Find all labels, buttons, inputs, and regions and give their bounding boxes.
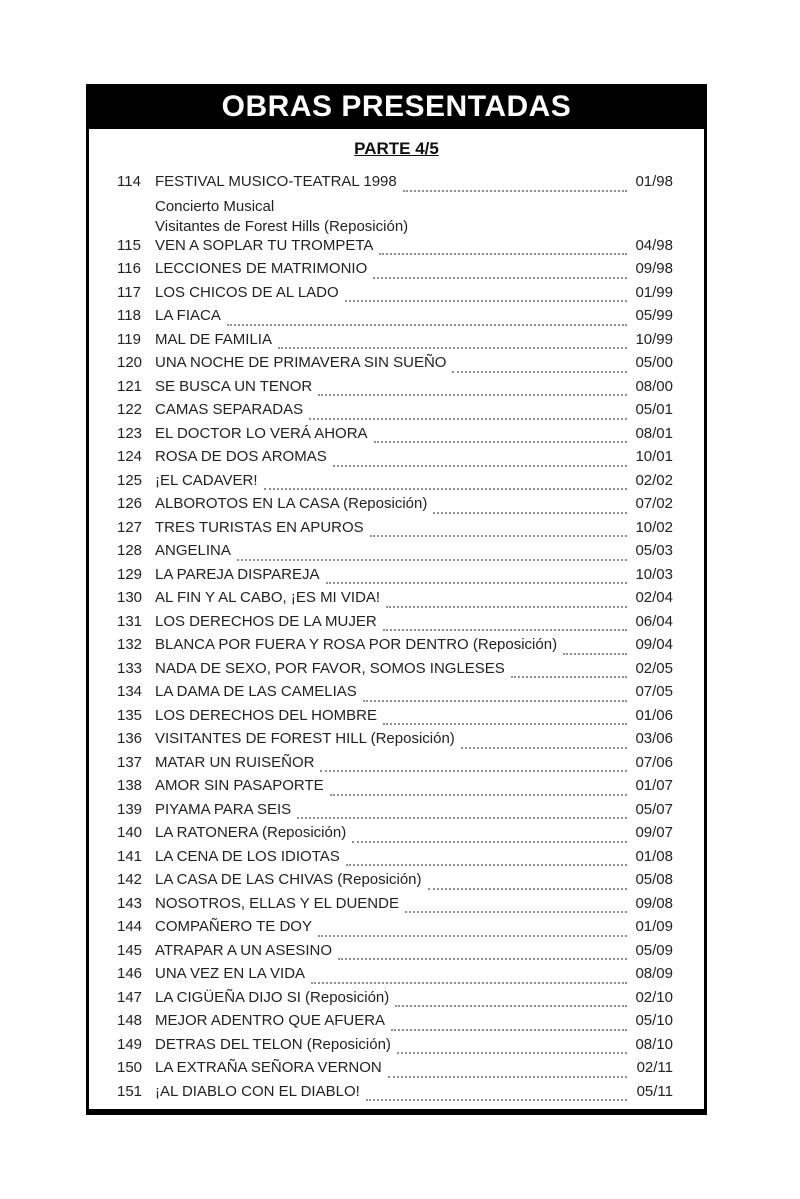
dot-leader <box>297 817 627 819</box>
list-item <box>117 801 673 825</box>
document-body <box>86 129 707 1115</box>
list-item <box>117 542 673 566</box>
item-title: LA CIGÜEÑA DIJO SI (Reposición) <box>155 988 390 1006</box>
item-title: NADA DE SEXO, POR FAVOR, SOMOS INGLESES <box>155 659 505 677</box>
dot-leader <box>318 935 627 937</box>
dot-leader <box>563 653 627 655</box>
item-date: 07/06 <box>635 753 673 771</box>
item-date: 09/07 <box>635 824 673 841</box>
item-number: 122 <box>117 401 143 418</box>
item-title: LA RATONERA (Reposición) <box>155 824 347 841</box>
list-item <box>117 848 673 872</box>
works-list <box>89 173 704 1106</box>
item-date: 01/08 <box>635 847 673 865</box>
item-date: 09/04 <box>635 636 673 653</box>
item-title: UNA NOCHE DE PRIMAVERA SIN SUEÑO <box>155 354 447 371</box>
item-title: LOS DERECHOS DE LA MUJER <box>155 612 377 630</box>
item-date: 07/05 <box>635 683 673 700</box>
item-date: 04/98 <box>635 236 673 254</box>
item-date: 05/07 <box>635 800 673 818</box>
item-number: 135 <box>117 706 143 724</box>
item-title: DETRAS DEL TELON (Reposición) <box>155 1035 391 1053</box>
list-item <box>117 707 673 731</box>
dot-leader <box>511 676 627 678</box>
item-subline: Visitantes de Forest Hills (Reposición) <box>155 217 409 235</box>
part-subtitle: PARTE 4/5 <box>354 139 439 158</box>
list-item <box>117 871 673 895</box>
dot-leader <box>237 559 627 561</box>
list-item <box>117 613 673 637</box>
item-title: ANGELINA <box>155 542 231 559</box>
item-title: MATAR UN RUISEÑOR <box>155 753 315 771</box>
item-title: MEJOR ADENTRO QUE AFUERA <box>155 1012 386 1029</box>
document-title: OBRAS PRESENTADAS <box>221 89 572 123</box>
dot-leader <box>428 888 628 890</box>
dot-leader <box>452 371 627 373</box>
item-number: 126 <box>117 495 143 512</box>
item-date: 08/00 <box>635 377 673 395</box>
list-item <box>117 730 673 754</box>
item-title: VEN A SOPLAR TU TROMPETA <box>155 236 374 254</box>
dot-leader <box>309 418 627 420</box>
dot-leader <box>326 582 627 584</box>
item-date: 05/03 <box>635 542 673 559</box>
dot-leader <box>397 1052 627 1054</box>
item-title: FESTIVAL MUSICO-TEATRAL 1998 <box>155 173 397 190</box>
dot-leader <box>373 277 627 279</box>
item-date: 01/07 <box>635 777 673 794</box>
item-title: VISITANTES DE FOREST HILL (Reposición) <box>155 730 455 747</box>
list-item <box>117 1083 673 1107</box>
item-number: 127 <box>117 518 143 536</box>
item-date: 01/09 <box>635 918 673 935</box>
item-number: 134 <box>117 683 143 700</box>
item-subline: Concierto Musical <box>155 197 275 215</box>
item-title: ATRAPAR A UN ASESINO <box>155 941 332 959</box>
item-title: MAL DE FAMILIA <box>155 330 272 348</box>
item-date: 10/03 <box>635 565 673 583</box>
item-number: 119 <box>117 330 141 348</box>
item-date: 05/01 <box>635 401 673 418</box>
dot-leader <box>346 864 627 866</box>
list-item <box>117 425 673 449</box>
item-date: 01/99 <box>635 283 673 301</box>
item-title: TRES TURISTAS EN APUROS <box>155 518 364 536</box>
list-item <box>117 754 673 778</box>
item-number: 150 <box>117 1059 143 1076</box>
item-number: 148 <box>117 1012 143 1029</box>
item-date: 09/08 <box>635 894 673 912</box>
list-item <box>117 448 673 472</box>
item-date: 08/09 <box>635 965 673 982</box>
item-title: BLANCA POR FUERA Y ROSA POR DENTRO (Reposición) <box>155 636 558 653</box>
list-item <box>117 942 673 966</box>
item-date: 10/99 <box>635 330 673 348</box>
dot-leader <box>311 982 627 984</box>
list-item <box>117 636 673 660</box>
list-item <box>117 660 673 684</box>
item-number: 128 <box>117 542 143 559</box>
dot-leader <box>345 300 627 302</box>
list-item <box>117 173 673 197</box>
dot-leader <box>352 841 627 843</box>
item-date: 05/11 <box>636 1082 673 1100</box>
list-item <box>117 237 673 261</box>
item-title: LA CENA DE LOS IDIOTAS <box>155 847 340 865</box>
list-item <box>117 566 673 590</box>
dot-leader <box>433 512 627 514</box>
dot-leader <box>391 1029 627 1031</box>
list-item <box>117 777 673 801</box>
dot-leader <box>403 190 627 192</box>
item-number: 138 <box>117 777 143 794</box>
item-number: 129 <box>117 565 143 583</box>
list-item <box>117 824 673 848</box>
item-title: ¡AL DIABLO CON EL DIABLO! <box>155 1082 360 1100</box>
item-date: 03/06 <box>635 730 673 747</box>
dot-leader <box>383 723 627 725</box>
item-number: 142 <box>117 871 143 888</box>
item-date: 02/04 <box>635 589 673 606</box>
dot-leader <box>330 794 627 796</box>
list-item <box>117 918 673 942</box>
item-number: 133 <box>117 659 143 677</box>
item-title: ALBOROTOS EN LA CASA (Reposición) <box>155 495 428 512</box>
list-item <box>117 260 673 284</box>
dot-leader <box>383 629 627 631</box>
dot-leader <box>318 394 627 396</box>
item-number: 145 <box>117 941 143 959</box>
item-title: UNA VEZ EN LA VIDA <box>155 965 306 982</box>
dot-leader <box>227 324 627 326</box>
list-item <box>117 472 673 496</box>
item-date: 06/04 <box>635 612 673 630</box>
item-number: 146 <box>117 965 143 982</box>
item-title: SE BUSCA UN TENOR <box>155 377 313 395</box>
dot-leader <box>366 1099 627 1101</box>
document-page <box>86 84 707 1115</box>
dot-leader <box>333 465 627 467</box>
item-number: 124 <box>117 448 143 465</box>
list-item <box>117 331 673 355</box>
item-date: 05/10 <box>635 1012 673 1029</box>
item-number: 136 <box>117 730 143 747</box>
list-item <box>117 354 673 378</box>
item-number: 121 <box>117 377 143 395</box>
list-item <box>117 307 673 331</box>
dot-leader <box>388 1076 627 1078</box>
dot-leader <box>386 606 627 608</box>
item-title: LA EXTRAÑA SEÑORA VERNON <box>155 1059 382 1076</box>
item-date: 05/99 <box>635 307 673 324</box>
item-title: EL DOCTOR LO VERÁ AHORA <box>155 424 368 442</box>
item-title: CAMAS SEPARADAS <box>155 401 304 418</box>
list-item <box>117 1012 673 1036</box>
item-title: PIYAMA PARA SEIS <box>155 800 292 818</box>
item-title: COMPAÑERO TE DOY <box>155 918 312 935</box>
dot-leader <box>374 441 627 443</box>
item-title: ¡EL CADAVER! <box>155 471 258 489</box>
item-date: 02/05 <box>635 659 673 677</box>
list-item <box>117 895 673 919</box>
item-date: 05/09 <box>635 941 673 959</box>
item-number: 125 <box>117 471 143 489</box>
item-title: LA CASA DE LAS CHIVAS (Reposición) <box>155 871 422 888</box>
item-date: 10/01 <box>635 448 673 465</box>
item-title: LA FIACA <box>155 307 221 324</box>
item-number: 151 <box>117 1082 143 1100</box>
item-number: 130 <box>117 589 143 606</box>
item-title: LOS CHICOS DE AL LADO <box>155 283 339 301</box>
item-date: 09/98 <box>635 260 673 277</box>
dot-leader <box>461 747 627 749</box>
dot-leader <box>379 253 627 255</box>
dot-leader <box>338 958 627 960</box>
item-title: LECCIONES DE MATRIMONIO <box>155 260 368 277</box>
item-date: 02/11 <box>636 1059 673 1076</box>
item-number: 139 <box>117 800 143 818</box>
list-item <box>117 589 673 613</box>
item-number: 149 <box>117 1035 143 1053</box>
item-number: 132 <box>117 636 143 653</box>
dot-leader <box>405 911 627 913</box>
item-number: 140 <box>117 824 143 841</box>
item-date: 02/10 <box>635 988 673 1006</box>
item-title: ROSA DE DOS AROMAS <box>155 448 327 465</box>
item-date: 07/02 <box>635 495 673 512</box>
list-item <box>117 1059 673 1083</box>
item-title: NOSOTROS, ELLAS Y EL DUENDE <box>155 894 399 912</box>
dot-leader <box>278 347 627 349</box>
list-item <box>117 401 673 425</box>
list-item <box>117 519 673 543</box>
item-number: 123 <box>117 424 143 442</box>
dot-leader <box>370 535 627 537</box>
item-number: 137 <box>117 753 143 771</box>
dot-leader <box>363 700 627 702</box>
item-date: 08/10 <box>635 1035 673 1053</box>
list-item <box>117 683 673 707</box>
item-date: 05/00 <box>635 354 673 371</box>
item-title: AL FIN Y AL CABO, ¡ES MI VIDA! <box>155 589 381 606</box>
list-item <box>117 1036 673 1060</box>
item-date: 05/08 <box>635 871 673 888</box>
item-number: 141 <box>117 847 143 865</box>
item-title: AMOR SIN PASAPORTE <box>155 777 324 794</box>
list-item <box>117 495 673 519</box>
dot-leader <box>264 488 627 490</box>
dot-leader <box>395 1005 627 1007</box>
list-item <box>117 378 673 402</box>
item-date: 08/01 <box>635 424 673 442</box>
list-item <box>117 284 673 308</box>
item-number: 144 <box>117 918 143 935</box>
item-number: 147 <box>117 988 143 1006</box>
item-number: 114 <box>117 173 141 190</box>
item-title: LA PAREJA DISPAREJA <box>155 565 320 583</box>
item-number: 116 <box>117 260 141 277</box>
dot-leader <box>320 770 627 772</box>
item-number: 115 <box>117 236 141 254</box>
item-number: 120 <box>117 354 143 371</box>
document-title-banner <box>86 84 707 129</box>
item-number: 118 <box>117 307 141 324</box>
item-number: 117 <box>117 283 141 301</box>
item-date: 01/98 <box>635 173 673 190</box>
list-item <box>117 965 673 989</box>
item-number: 143 <box>117 894 143 912</box>
item-date: 01/06 <box>635 706 673 724</box>
list-item <box>117 989 673 1013</box>
item-title: LOS DERECHOS DEL HOMBRE <box>155 706 377 724</box>
item-date: 02/02 <box>635 471 673 489</box>
item-date: 10/02 <box>635 518 673 536</box>
item-title: LA DAMA DE LAS CAMELIAS <box>155 683 357 700</box>
item-number: 131 <box>117 612 143 630</box>
